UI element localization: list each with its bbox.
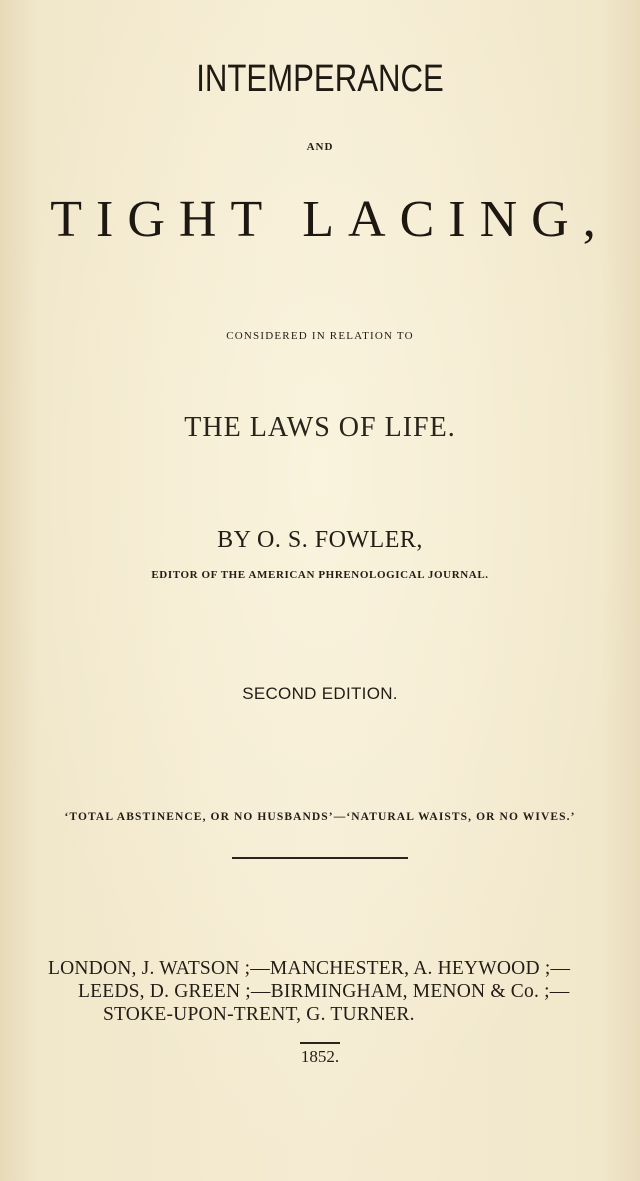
editor-line: EDITOR OF THE AMERICAN PHRENOLOGICAL JOURNAL. [151, 569, 489, 581]
imprint-line-1: LONDON, J. WATSON ;—MANCHESTER, A. HEYWOOD ;— [48, 958, 571, 979]
year-rule [300, 1042, 340, 1044]
main-title: INTEMPERANCE [196, 58, 444, 100]
imprint-line-2: LEEDS, D. GREEN ;—BIRMINGHAM, MENON & Co. ;— [78, 981, 570, 1002]
laws-of-life-title: THE LAWS OF LIFE. [184, 412, 456, 443]
imprint-line-3: STOKE-UPON-TRENT, G. TURNER. [103, 1004, 415, 1025]
conjunction: AND [306, 141, 334, 153]
author-line: BY O. S. FOWLER, [217, 527, 423, 553]
publication-year: 1852. [300, 1047, 340, 1066]
subtitle: TIGHT LACING, [50, 191, 610, 248]
edition-line: SECOND EDITION. [242, 684, 398, 703]
considered-line: CONSIDERED IN RELATION TO [226, 330, 414, 342]
divider-rule [232, 857, 408, 859]
motto: ‘TOTAL ABSTINENCE, OR NO HUSBANDS’—‘NATURAL WAISTS, OR NO WIVES.’ [64, 811, 576, 823]
